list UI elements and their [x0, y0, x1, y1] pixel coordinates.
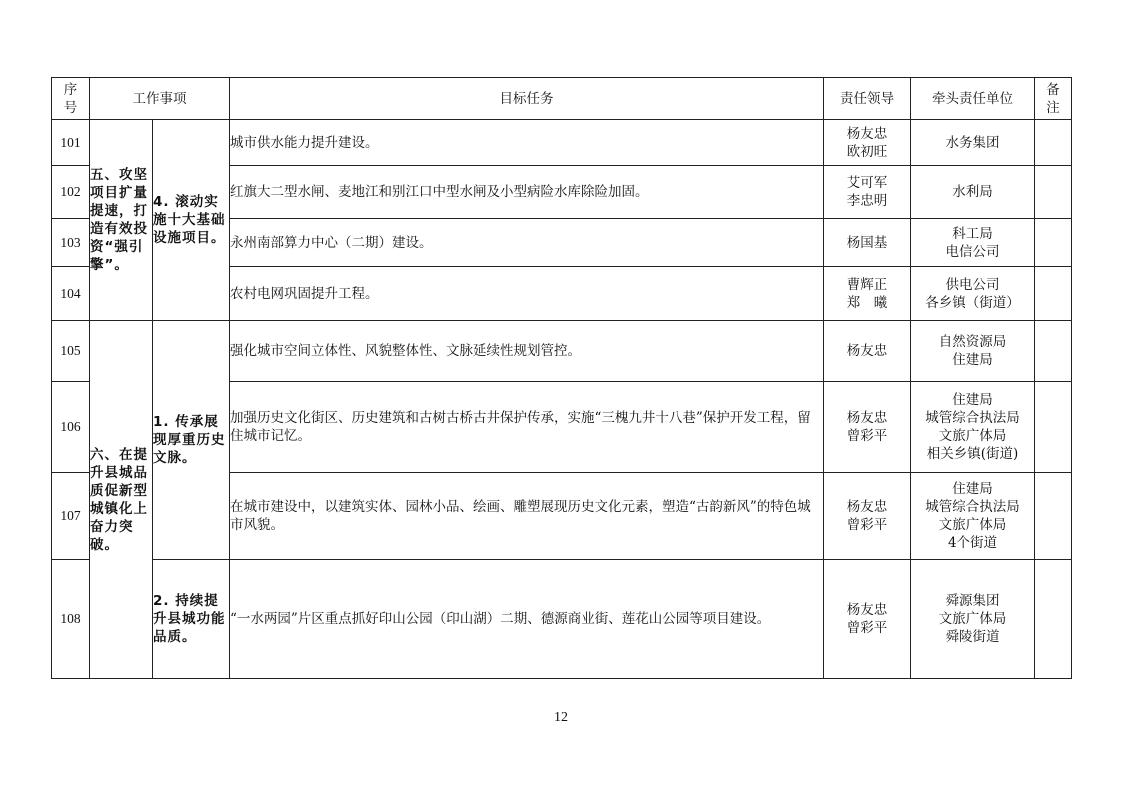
row-seq: 105 [52, 321, 90, 382]
row-task: 在城市建设中，以建筑实体、园林小品、绘画、雕塑展现历史文化元素，塑造“古韵新风”的特色城市风貌。 [230, 473, 824, 560]
row-note [1035, 166, 1072, 219]
row-note [1035, 219, 1072, 267]
row-leader: 杨友忠 曾彩平 [824, 382, 911, 473]
row-leader: 杨友忠 曾彩平 [824, 473, 911, 560]
category-five: 五、攻坚项目扩量提速，打造有效投资“强引擎”。 [90, 120, 153, 321]
row-unit: 供电公司 各乡镇（街道） [911, 267, 1035, 321]
row-task: 城市供水能力提升建设。 [230, 120, 824, 166]
row-seq: 106 [52, 382, 90, 473]
row-task: 加强历史文化街区、历史建筑和古树古桥古井保护传承，实施“三槐九井十八巷”保护开发工程，留住城市记忆。 [230, 382, 824, 473]
row-unit: 舜源集团 文旅广体局 舜陵街道 [911, 560, 1035, 679]
header-unit: 牵头责任单位 [911, 78, 1035, 120]
row-leader: 曹辉正 郑 曦 [824, 267, 911, 321]
row-unit: 住建局 城管综合执法局 文旅广体局 相关乡镇(街道) [911, 382, 1035, 473]
row-task: “一水两园”片区重点抓好印山公园（印山湖）二期、德源商业街、莲花山公园等项目建设。 [230, 560, 824, 679]
row-leader: 杨友忠 曾彩平 [824, 560, 911, 679]
row-leader: 艾可军 李忠明 [824, 166, 911, 219]
row-seq: 108 [52, 560, 90, 679]
table-row [52, 560, 1072, 679]
subcategory-1: 1. 传承展现厚重历史文脉。 [153, 321, 230, 560]
row-unit: 住建局 城管综合执法局 文旅广体局 4个街道 [911, 473, 1035, 560]
row-task: 强化城市空间立体性、风貌整体性、文脉延续性规划管控。 [230, 321, 824, 382]
row-seq: 104 [52, 267, 90, 321]
row-note [1035, 473, 1072, 560]
row-leader: 杨国基 [824, 219, 911, 267]
row-note [1035, 382, 1072, 473]
row-seq: 101 [52, 120, 90, 166]
header-note: 备 注 [1035, 78, 1072, 120]
header-task: 目标任务 [230, 78, 824, 120]
row-note [1035, 267, 1072, 321]
row-note [1035, 560, 1072, 679]
table-row [52, 321, 1072, 382]
row-task: 农村电网巩固提升工程。 [230, 267, 824, 321]
row-unit: 水利局 [911, 166, 1035, 219]
row-unit: 科工局 电信公司 [911, 219, 1035, 267]
row-task: 红旗大二型水闸、麦地江和别江口中型水闸及小型病险水库除险加固。 [230, 166, 824, 219]
subcategory-4: 4. 滚动实施十大基础设施项目。 [153, 120, 230, 321]
row-leader: 杨友忠 欧初旺 [824, 120, 911, 166]
header-item: 工作事项 [90, 78, 230, 120]
row-seq: 102 [52, 166, 90, 219]
page-number: 12 [554, 710, 568, 725]
subcategory-2: 2. 持续提升县城功能品质。 [153, 560, 230, 679]
row-leader: 杨友忠 [824, 321, 911, 382]
row-task: 永州南部算力中心（二期）建设。 [230, 219, 824, 267]
row-note [1035, 120, 1072, 166]
row-note [1035, 321, 1072, 382]
table-row [52, 120, 1072, 166]
category-six: 六、在提升县城品质促新型城镇化上奋力突破。 [90, 321, 153, 679]
header-row [52, 78, 1072, 120]
row-unit: 自然资源局 住建局 [911, 321, 1035, 382]
row-unit: 水务集团 [911, 120, 1035, 166]
row-seq: 103 [52, 219, 90, 267]
work-table [51, 77, 1072, 679]
row-seq: 107 [52, 473, 90, 560]
header-leader: 责任领导 [824, 78, 911, 120]
header-seq: 序 号 [52, 78, 90, 120]
